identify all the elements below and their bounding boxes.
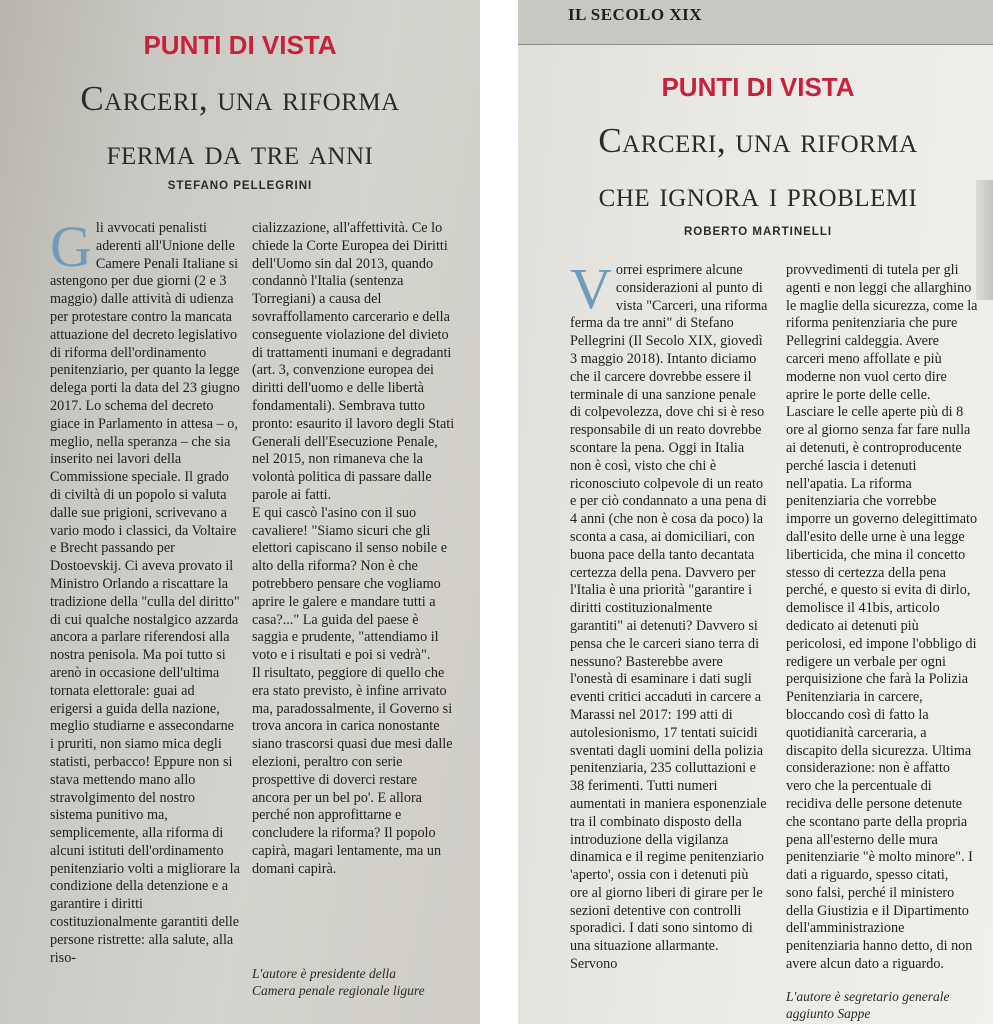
right-newspaper-clipping (518, 0, 993, 1024)
right-column-1-text: orrei esprimere alcune considerazioni al punto di vista "Carceri, una riforma ferma da tre anni" di Stefano Pellegrini (Il Secolo XIX, giovedì 3 maggio 2018). Intanto diciamo che il carcere dovrebbe essere il terminale di una sanzione penale di colpevolezza, dove chi si è reso responsabile di un reato dovrebbe scontare la pena. Oggi in Italia non è così, visto che chi è riconosciuto colpevole di un reato e per ciò condannato a una pena di 4 anni (che non è cosa da poco) la sconta a casa, ai domiciliari, con buona pace della tanto decantata certezza della pena. Davvero per l'Italia è una priorità "garantire i diritti costituzionalmente garantiti" ai detenuti? Davvero si pensa che le carceri siano terra di nessuno? Basterebbe avere l'onestà di esaminare i dati sugli eventi critici accaduti in carcere a Marassi nel 2017: 199 atti di autolesionismo, 17 tentati suicidi sventati dagli uomini della polizia penitenziaria, 235 colluttazioni e 38 ferimenti. Tutti numeri aumentati in maniera esponenziale tra il combinato disposto della introduzione della vigilanza dinamica e il regime penitenziario 'aperto', ossia con i detenuti più ore al giorno liberi di girare per le sezioni detentive con controlli sporadici. I dati sono sintomo di una situazione allarmante. Servono (570, 262, 768, 973)
left-author-note (252, 965, 467, 999)
right-author-note-line1: L'autore è segretario generale (786, 989, 950, 1004)
right-author-note-line2: aggiunto Sappe (786, 1006, 871, 1021)
left-byline: STEFANO PELLEGRINI (167, 180, 313, 192)
right-kicker: PUNTI DI VISTA (661, 72, 855, 102)
masthead-bar (518, 0, 993, 45)
adjacent-page-edge (976, 180, 993, 300)
right-headline-line2: che ignora i problemi (598, 175, 918, 214)
left-author-note-line2: Camera penale regionale ligure (252, 983, 425, 998)
left-paragraph-3: Il risultato, peggiore di quello che era stato previsto, è infine arrivato ma, paradossalmente, il Governo si trova ancora in carica nonostante siano trascorsi quasi due mesi dalle elezioni, peraltro con serie prospettive di doverci restare ancora per un bel po'. E allora perché non approfittarne e concludere la riforma? Il popolo capirà, magari lentamente, ma un domani capirà. (252, 664, 453, 877)
left-column-2 (252, 220, 457, 965)
left-headline (0, 72, 480, 180)
right-column-2 (786, 262, 978, 984)
left-paragraph-1: cializzazione, all'affettività. Ce lo chiede la Corte Europea dei Diritti dell'Uomo sin dal 2013, quando condannò l'Italia (sentenza Torregiani) a causa del sovraffollamento carcerario e della conseguente violazione del divieto di trattamenti inumani e degradanti (art. 3, convenzione europea dei diritti dell'uomo e delle libertà fondamentali). Sembrava tutto pronto: esaurito il lavoro degli Stati Generali dell'Esecuzione Penale, nel 2015, non rimaneva che la volontà politica di passare dalle parole ai fatti. (252, 220, 455, 503)
left-headline-line1: Carceri, una riforma (80, 79, 400, 118)
right-headline-line1: Carceri, una riforma (598, 121, 918, 160)
right-author-note (786, 988, 986, 1022)
left-dropcap: G (50, 220, 92, 279)
left-author-note-line1: L'autore è presidente della (252, 966, 396, 981)
right-headline (558, 114, 958, 222)
left-kicker: PUNTI DI VISTA (143, 30, 337, 60)
masthead: IL SECOLO XIX (568, 5, 703, 24)
left-newspaper-clipping (0, 0, 480, 1024)
left-column-1-text: li avvocati penalisti aderenti all'Unione delle Camere Penali Italiane si astengono per due giorni (2 e 3 maggio) dalle attività di udienza per protestare contro la mancata attuazione del decreto legislativo di riforma dell'ordinamento penitenziario, per quanto la legge delega porti la data del 23 giugno 2017. Lo schema del decreto giace in Parlamento in attesa – o, meglio, nella speranza – che sia inserito nei lavori della Commissione speciale. Il grado di civiltà di un popolo si valuta dalle sue prigioni, scrivevano a vario modo i classici, da Voltaire e Brecht passando per Dostoevskij. Ci aveva provato il Ministro Orlando a riscattare la tradizione della "culla del diritto" di cui qualche nostalgico azzarda ancora a parlare riferendosi alla nostra penisola. Ma poi tutto si arenò in occasione dell'ultima tornata elettorale: guai ad erigersi a guida della nazione, meglio studiarne e assecondarne i pruriti, non siamo mica degli statisti, perbacco! Eppure non si stava mettendo mano allo stravolgimento del nostro sistema punitivo ma, semplicemente, alla riforma di alcuni istituti dell'ordinamento penitenziario volti a migliorare la condizione della detenzione e a garantire i diritti costituzionalmente garantiti delle persone ristrette: alla salute, alla riso- (50, 220, 240, 966)
left-paragraph-2: E qui cascò l'asino con il suo cavaliere! "Siamo sicuri che gli elettori capiscano il senso nobile e alto della riforma? Non è che potrebbero pensare che vogliamo aprire le galere e mandare tutti a casa?..." La guida del paese è saggia e prudente, "attendiamo il voto e i risultati e poi si vedrà". (252, 504, 448, 664)
right-column-2-text: provvedimenti di tutela per gli agenti e non leggi che allarghino le maglie della sicurezza, come la riforma penitenziaria che pure Pellegrini caldeggia. Avere carceri meno affollate e più moderne non vuol certo dire aprire le porte delle celle. Lasciare le celle aperte più di 8 ore al giorno senza far fare nulla ai detenuti, è controproducente perché lascia i detenuti nell'apatia. La riforma penitenziaria che vorrebbe imporre un governo delegittimato dall'esito delle urne è una legge liberticida, che mina il concetto stesso di certezza della pena perché, e questo si evita di dirlo, demolisce il 41bis, articolo dedicato ai detenuti più pericolosi, ed impone l'obbligo di redigere un verbale per ogni perquisizione che farà la Polizia Penitenziaria in carcere, bloccando così di fatto la quotidianità carceraria, a discapito della sicurezza. Ultima considerazione: non è affatto vero che la percentuale di recidiva delle persone detenute che scontano parte della propria pena all'esterno delle mura penitenziarie "è molto minore". I dati a riguardo, spesso citati, sono falsi, perché il ministero della Giustizia e il Dipartimento dell'amministrazione penitenziaria hanno detto, di non avere alcun dato a riguardo. (786, 262, 978, 973)
right-byline: ROBERTO MARTINELLI (683, 226, 833, 238)
left-column-1 (50, 220, 240, 1000)
right-dropcap: V (570, 262, 612, 321)
right-column-1 (570, 262, 768, 1024)
left-headline-line2: ferma da tre anni (106, 133, 374, 172)
